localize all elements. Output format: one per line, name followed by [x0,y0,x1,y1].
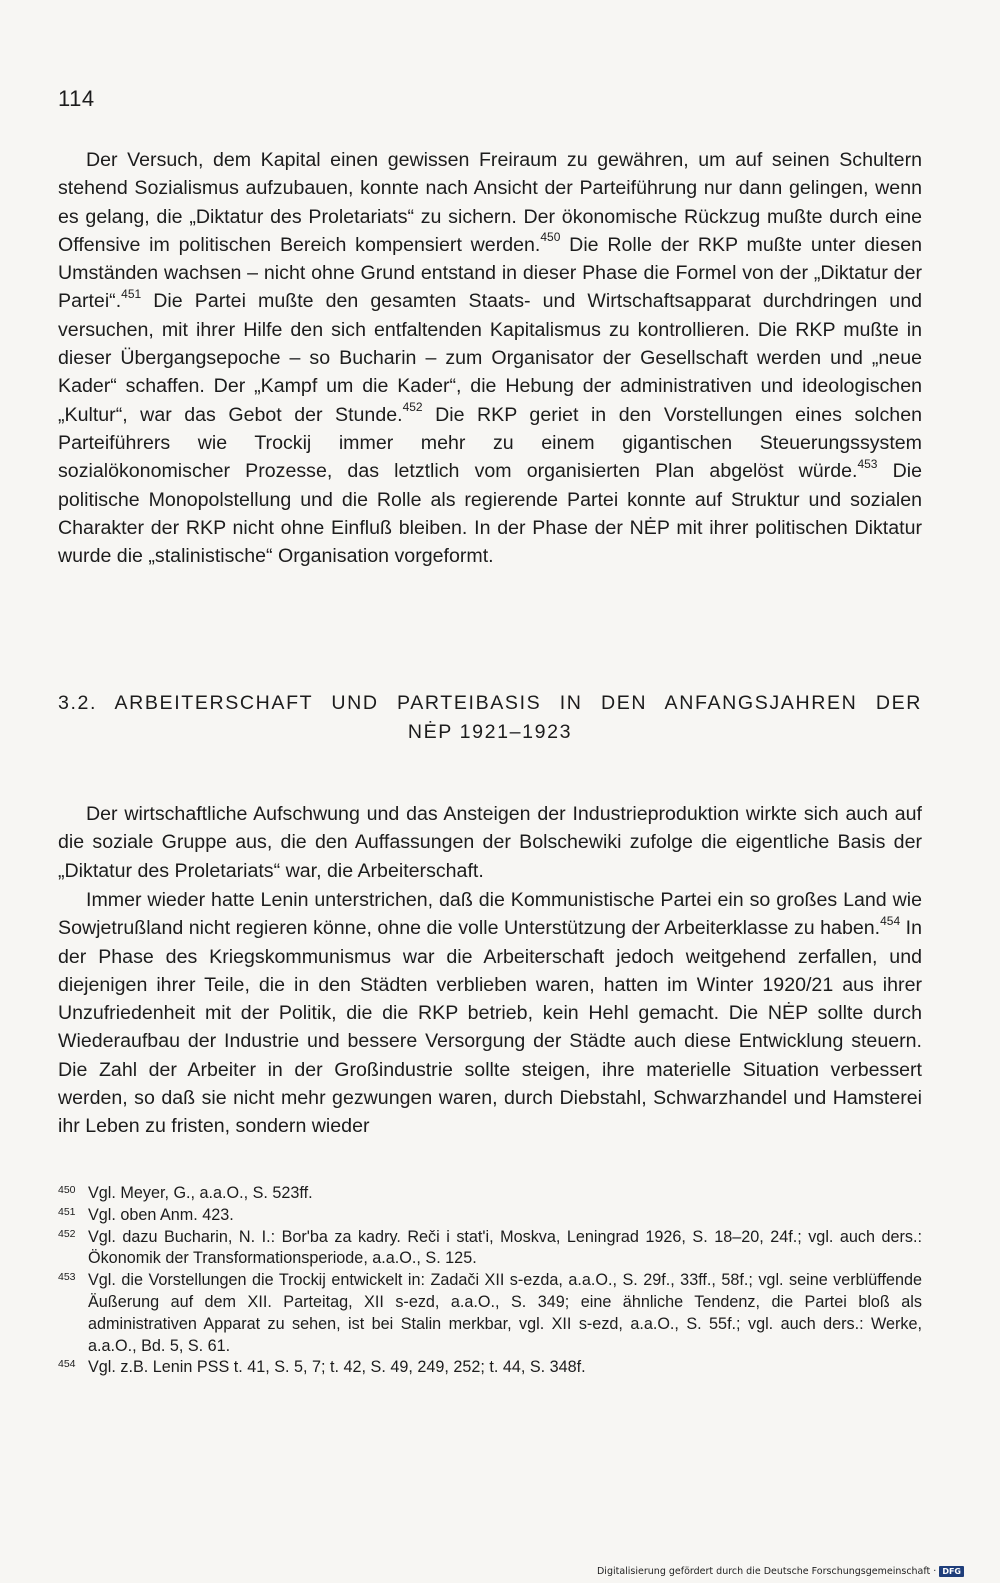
section-heading-line-2: NĖP 1921–1923 [407,721,573,743]
paragraph-1-text-b: Die Rolle der RKP mußte unter diesen Umständen wachsen – nicht ohne Grund entstand in dieser Phase die Formel von der „Diktatur der Partei“. [58,233,922,313]
dfg-logo: DFG [939,1566,964,1577]
paragraph-1-text-e: Die politische Monopolstellung und die Rolle als regierende Partei konnte auf Struktur und sozialen Charakter der RKP nicht ohne Einfluß bleiben. In der Phase der NĖP mit ihrer politischen Diktatur wurde die „stalinistische“ Organisation vorgeformt. [58,460,922,568]
footnotes-list [58,1183,922,1379]
footnote-number: 450 [58,1184,76,1196]
footnote-number: 451 [58,1205,76,1218]
paragraph-1-text-d: Die RKP geriet in den Vorstellungen eines solchen Parteiführers wie Trockij immer mehr zu einem gigantischen Steuerungssystem sozialökonomischer Prozesse, das letztlich vom organisierten Plan abgelöst würde. [58,403,922,483]
footnote-text: Vgl. Meyer, G., a.a.O., S. 523ff. [88,1184,313,1202]
paragraph-3-text-b: In der Phase des Kriegskommunismus war die Arbeiterschaft jedoch weitgehend zerfallen, und diejenigen ihrer Teile, die in den Städten verblieben waren, hatten im Winter 1920/21 aus ihrer Unzufriedenheit mit der Politik, die die RKP betrieb, kein Hehl gemacht. Die NĖP sollte durch Wiederaufbau der Industrie und bessere Versorgung der Städte auch diese Entwicklung steuern. Die Zahl der Arbeiter in der Großindustrie sollte steigen, ihre materielle Situation verbessert werden, so daß sie nicht mehr gezwungen waren, durch Diebstahl, Schwarzhandel und Hamsterei ihr Leben zu fristen, sondern wieder [58,917,922,1138]
footnote [58,1227,922,1271]
section-heading [58,689,922,747]
paragraph-3-text-a: Immer wieder hatte Lenin unterstrichen, daß die Kommunistische Partei ein so großes Land wie Sowjetrußland nicht regieren könne, ohne die volle Unterstützung der Arbeiterklasse zu haben. [58,889,922,940]
footnote-number: 453 [58,1271,76,1284]
footnote [58,1205,922,1227]
footnote-text: Vgl. z.B. Lenin PSS t. 41, S. 5, 7; t. 42, S. 49, 249, 252; t. 44, S. 348f. [88,1358,586,1377]
footnote-ref-453[interactable]: 453 [857,456,878,471]
footnote-ref-454[interactable]: 454 [880,913,901,928]
footnote [58,1270,922,1357]
footnote-text: Vgl. die Vorstellungen die Trockij entwickelt in: Zadači XII s-ezda, a.a.O., S. 29f., 33ff., 58f.; vgl. seine verblüffende Äußerung auf dem XII. Parteitag, XII s-ezd, a.a.O., S. 349; eine ähnliche Tendenz, die Partei bloß als administrativen Apparat zu sehen, ist bei Stalin merkbar, vgl. XII s-ezd, a.a.O., S. 55f.; vgl. auch ders.: Werke, a.a.O., Bd. 5, S. 61. [88,1271,922,1355]
paragraph-1 [58,146,922,570]
paragraph-2-text: Der wirtschaftliche Aufschwung und das Ansteigen der Industrieproduktion wirkte sich auch auf die soziale Gruppe aus, die den Auffassungen der Bolschewiki zufolge die eigentliche Basis der „Diktatur des Proletariats“ war, die Arbeiterschaft. [58,803,922,882]
footnote-ref-450[interactable]: 450 [540,230,561,245]
section-heading-line-1: 3.2. ARBEITERSCHAFT UND PARTEIBASIS IN DEN ANFANGSJAHREN DER [58,692,922,714]
paragraph-1-text-a: Der Versuch, dem Kapital einen gewissen Freiraum zu gewähren, um auf seinen Schultern stehend Sozialismus aufzubauen, konnte nach Ansicht der Parteiführung nur dann gelingen, wenn es gelang, die „Diktatur des Proletariats“ zu sichern. Der ökonomische Rückzug mußte durch eine Offensive im politischen Bereich kompensiert werden. [58,149,922,256]
paragraph-2 [58,800,922,885]
footnote [58,1357,922,1379]
page-number: 114 [58,86,95,111]
paragraph-1-text-c: Die Partei mußte den gesamten Staats- und Wirtschaftsapparat durchdringen und versuchen, mit ihrer Hilfe den sich entfaltenden Kapitalismus zu kontrollieren. Die RKP mußte in dieser Übergangsepoche – so Bucharin – zum Organisator der Gesellschaft werden und „neue Kader“ schaffen. Der „Kampf um die Kader“, die Hebung der administrativen und ideologischen „Kultur“, war das Gebot der Stunde. [58,290,922,426]
footnote-ref-451[interactable]: 451 [121,286,142,301]
footnote-number: 452 [58,1227,76,1240]
footnote-text: Vgl. oben Anm. 423. [88,1205,234,1224]
digitization-credit [597,1566,964,1577]
digitization-credit-text: Digitalisierung gefördert durch die Deutsche Forschungsgemeinschaft · [596,1566,937,1577]
paragraph-3 [58,886,922,1141]
footnote [58,1183,922,1205]
footnote-ref-452[interactable]: 452 [402,400,423,415]
footnote-text: Vgl. dazu Bucharin, N. I.: Bor'ba za kadry. Reči i stat'i, Moskva, Leningrad 1926, S. 18–20, 24f.; vgl. auch ders.: Ökonomik der Transformationsperiode, a.a.O., S. 125. [88,1227,922,1268]
footnote-number: 454 [58,1358,76,1371]
